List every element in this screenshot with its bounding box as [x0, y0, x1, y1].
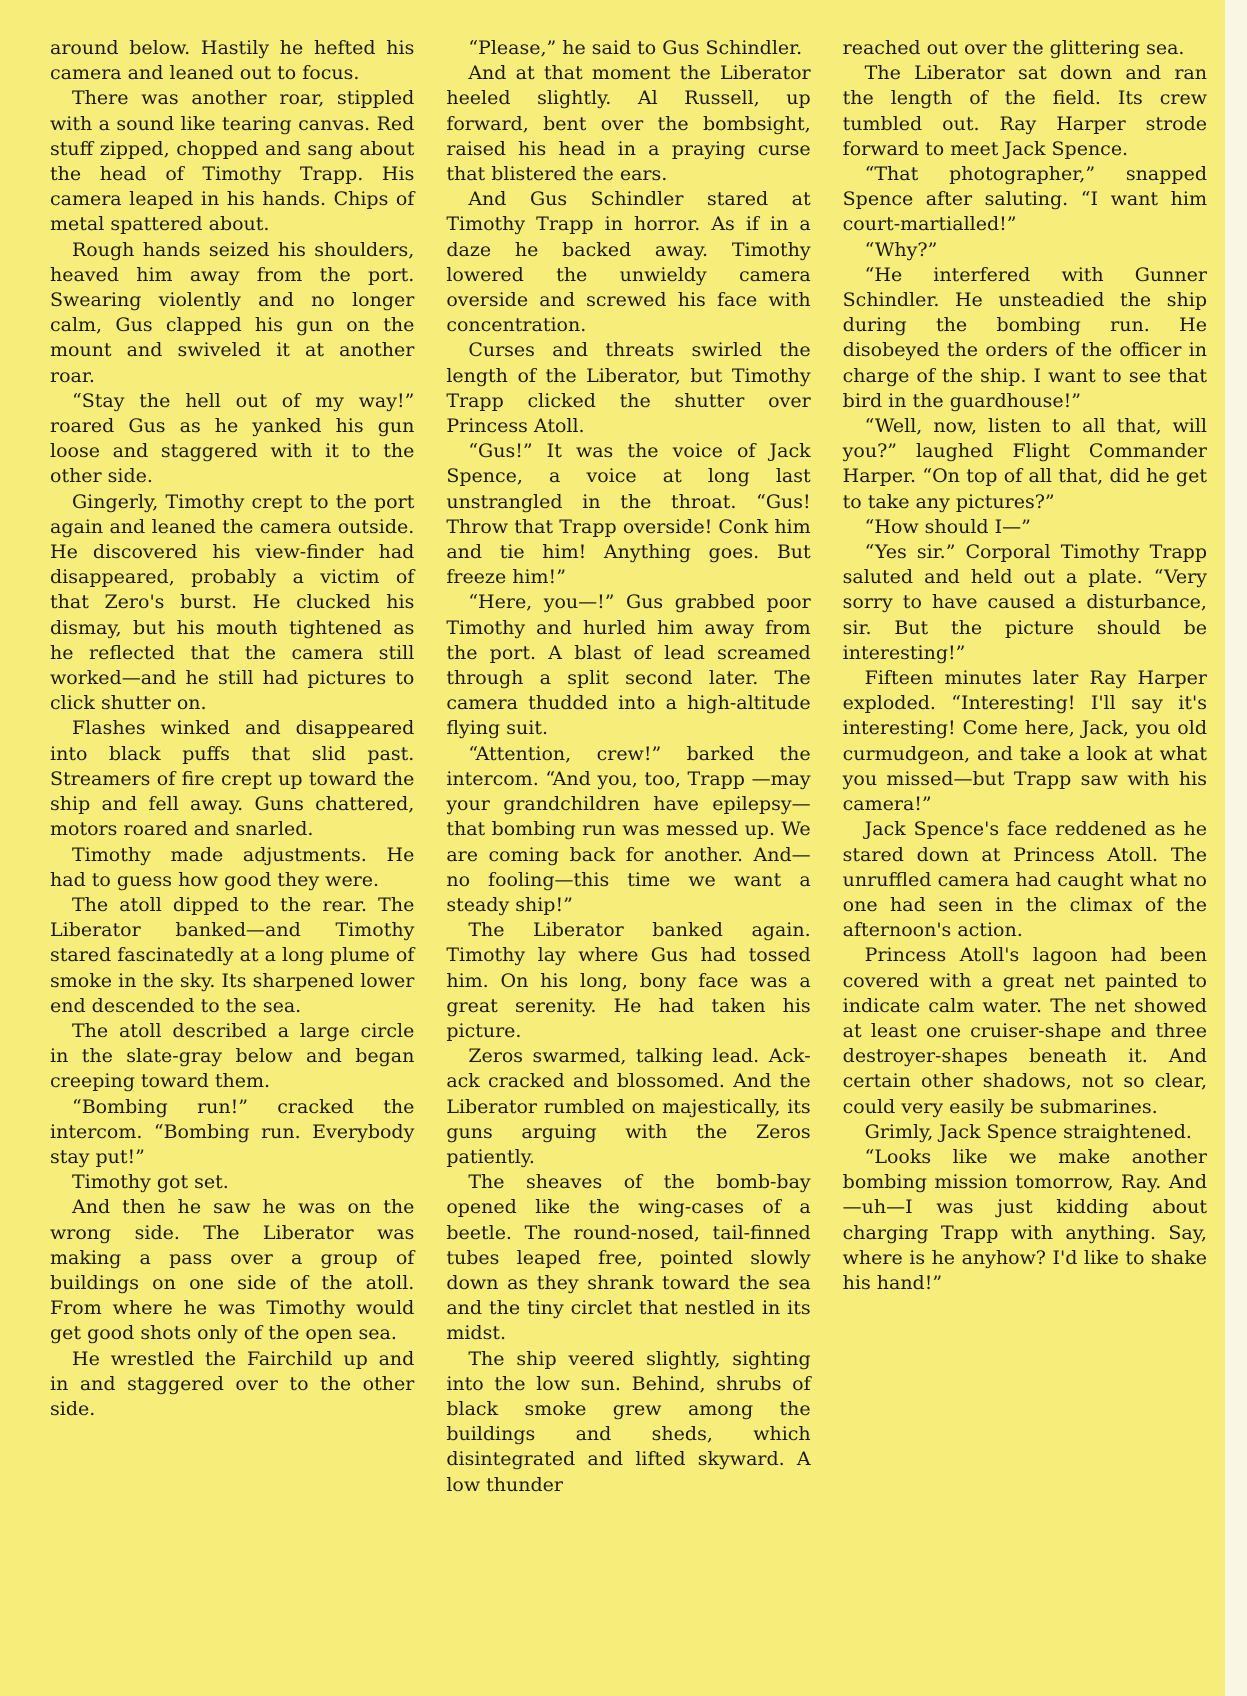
- paragraph: “Looks like we make another bombing mission tomorrow, Ray. And—uh—I was just kidding about charging Trapp with anything. Say, where is he anyhow? I'd like to shake his hand!”: [842, 1145, 1207, 1294]
- paragraph: “Stay the hell out of my way!” roared Gus as he yanked his gun loose and staggered with it to the other side.: [50, 389, 415, 488]
- paragraph: Jack Spence's face reddened as he stared down at Princess Atoll. The unruffled camera had caught what no one had seen in the climax of the afternoon's action.: [842, 818, 1207, 942]
- paragraph: Zeros swarmed, talking lead. Ack-ack cracked and blossomed. And the Liberator rumbled on majestically, its guns arguing with the Zeros patiently.: [446, 1045, 811, 1168]
- paragraph: Curses and threats swirled the length of the Liberator, but Timothy Trapp clicked the shutter over Princess Atoll.: [446, 339, 811, 438]
- paragraph: “How should I—”: [864, 515, 1031, 538]
- paragraph: “He interfered with Gunner Schindler. He unsteadied the ship during the bombing run. He disobeyed the orders of the officer in charge of the ship. I want to see that bird in the guardhouse!”: [842, 263, 1207, 412]
- paragraph: And then he saw he was on the wrong side. The Liberator was making a pass over a group of buildings on one side of the atoll. From where he was Timothy would get good shots only of the open sea.: [50, 1196, 415, 1345]
- paragraph: Princess Atoll's lagoon had been covered with a great net painted to indicate calm water. The net showed at least one cruiser-shape and three destroyer-shapes beneath it. And certain other shadows, not so clear, could very easily be submarines.: [842, 944, 1207, 1118]
- paragraph: The atoll described a large circle in the slate-gray below and began creeping toward them.: [50, 1019, 415, 1093]
- paragraph: “Bombing run!” cracked the intercom. “Bombing run. Everybody stay put!”: [50, 1095, 415, 1168]
- text-column-2: [446, 36, 810, 1696]
- paragraph: And Gus Schindler stared at Timothy Trapp in horror. As if in a daze he backed away. Timothy lowered the unwieldy camera overside and screwed his face with concentration.: [446, 188, 811, 337]
- paragraph: “Why?”: [864, 238, 938, 261]
- paragraph: around below. Hastily he hefted his camera and leaned out to focus.: [50, 37, 415, 85]
- paragraph: “Gus!” It was the voice of Jack Spence, a voice at long last unstrangled in the throat. “Gus! Throw that Trapp overside! Conk him and tie him! Anything goes. But freeze him!”: [446, 440, 811, 589]
- paragraph: The atoll dipped to the rear. The Liberator banked—and Timothy stared fascinatedly at a long plume of smoke in the sky. Its sharpened lower end descended to the sea.: [50, 893, 415, 1017]
- paragraph: Gingerly, Timothy crept to the port again and leaned the camera outside. He discovered his view-finder had disappeared, probably a victim of that Zero's burst. He clucked his dismay, but his mouth tightened as he reflected that the camera still worked—and he still had pictures to click shutter on.: [50, 490, 415, 715]
- paragraph: “Well, now, listen to all that, will you?” laughed Flight Commander Harper. “On top of all that, did he get to take any pictures?”: [842, 415, 1207, 513]
- paragraph: The Liberator banked again. Timothy lay where Gus had tossed him. On his long, bony face was a great serenity. He had taken his picture.: [446, 919, 811, 1042]
- paragraph: He wrestled the Fairchild up and in and staggered over to the other side.: [50, 1347, 415, 1420]
- paragraph: Timothy got set.: [72, 1171, 229, 1194]
- paragraph: reached out over the glittering sea.: [842, 37, 1185, 59]
- paragraph: Grimly, Jack Spence straightened.: [864, 1120, 1192, 1143]
- paragraph: “Please,” he said to Gus Schindler.: [468, 37, 803, 59]
- paragraph: And at that moment the Liberator heeled slightly. Al Russell, up forward, bent over the bombsight, raised his head in a praying curse that blistered the ears.: [446, 62, 811, 186]
- paragraph: The sheaves of the bomb-bay opened like the wing-cases of a beetle. The round-nosed, tail-finned tubes leaped free, pointed slowly down as they shrank toward the sea and the tiny circlet that nestled in its midst.: [446, 1171, 811, 1345]
- paragraph: “Attention, crew!” barked the intercom. “And you, too, Trapp —may your grandchildren have epilepsy—that bombing run was messed up. We are coming back for another. And—no fooling—this time we want a steady ship!”: [446, 742, 811, 916]
- paragraph: The Liberator sat down and ran the length of the field. Its crew tumbled out. Ray Harper strode forward to meet Jack Spence.: [842, 62, 1207, 160]
- paragraph: “Yes sir.” Corporal Timothy Trapp saluted and held out a plate. “Very sorry to have caused a disturbance, sir. But the picture should be interesting!”: [842, 541, 1207, 664]
- text-column-1: [50, 36, 414, 1696]
- paragraph: “That photographer,” snapped Spence after saluting. “I want him court-martialled!”: [842, 163, 1207, 236]
- text-column-3: [843, 36, 1207, 1696]
- paragraph: “Here, you—!” Gus grabbed poor Timothy and hurled him away from the port. A blast of lead screamed through a split second later. The camera thudded into a high-altitude flying suit.: [446, 591, 811, 740]
- paragraph: Fifteen minutes later Ray Harper exploded. “Interesting! I'll say it's interesting! Come here, Jack, you old curmudgeon, and take a look at what you missed—but Trapp saw with his camera!”: [842, 667, 1207, 816]
- paragraph: There was another roar, stippled with a sound like tearing canvas. Red stuff zipped, chopped and sang about the head of Timothy Trapp. His camera leaped in his hands. Chips of metal spattered about.: [50, 87, 415, 236]
- paragraph: Rough hands seized his shoulders, heaved him away from the port. Swearing violently and no longer calm, Gus clapped his gun on the mount and swiveled it at another roar.: [50, 238, 415, 387]
- paragraph: The ship veered slightly, sighting into the low sun. Behind, shrubs of black smoke grew among the buildings and sheds, which disintegrated and lifted skyward. A low thunder: [446, 1347, 811, 1496]
- paragraph: Flashes winked and disappeared into black puffs that slid past. Streamers of fire crept up toward the ship and fell away. Guns chattered, motors roared and snarled.: [50, 717, 415, 841]
- paragraph: Timothy made adjustments. He had to guess how good they were.: [50, 843, 415, 891]
- page-edge: [1225, 0, 1247, 1696]
